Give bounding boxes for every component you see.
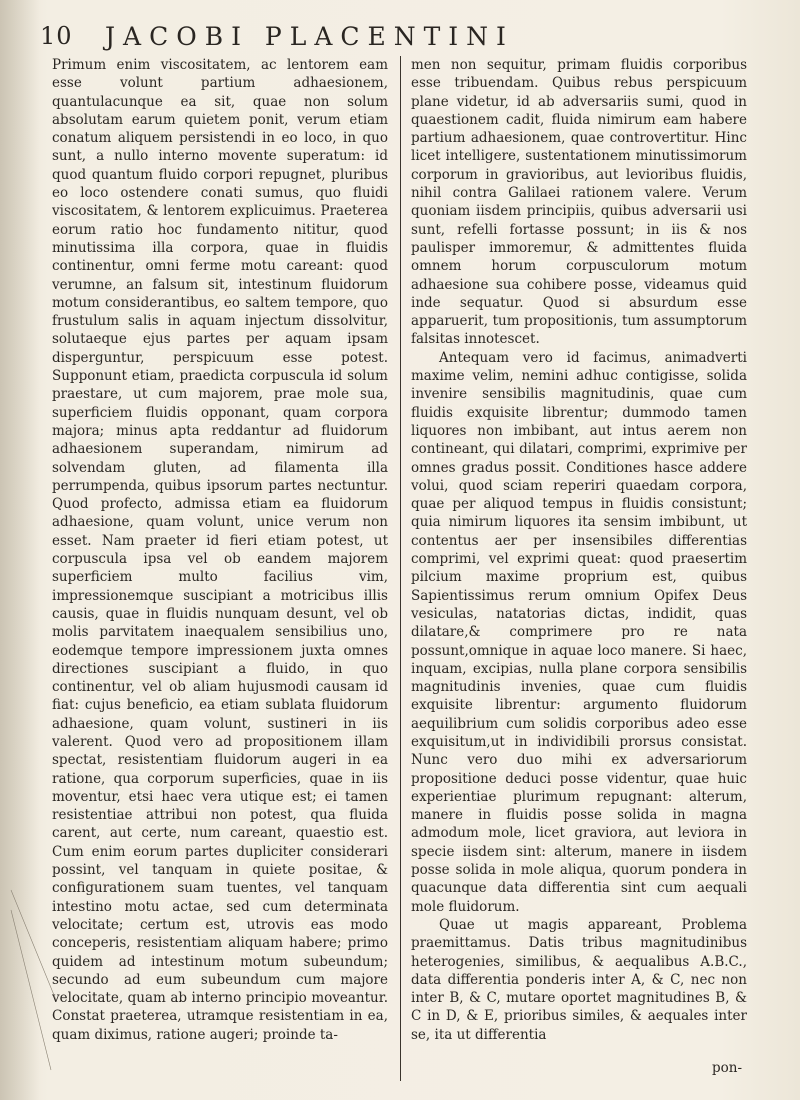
page-number: 10 [40, 22, 73, 50]
left-column-text: Primum enim viscositatem, ac lentorem eam esse volunt partium adhaesionem, quantulacunque ea sit, quae non solum absolutam earum quietem ponit, verum etiam conatum aliquem persistendi in eo loco, in quo sunt, a nullo interno movente superatum: id quod quantum fluido corpori repugnet, pluribus eo loco ostendere conati sumus, quo fluidi viscositatem, & lentorem explicuimus. Praeterea eorum ratio hoc fundamento nititur, quod minutissima illa corpora, quae in fluidis continentur, omni ferme motu careant: quod verumne, an falsum sit, intestinum fluidorum motum considerantibus, eo saltem tempore, quo frustulum salis in aquam injectum dissolvitur, solutaeque ejus partes per aquam ipsam disperguntur, perspicuum esse potest. Supponunt etiam, praedicta corpuscula id solum praestare, ut cum majorem, prae mole sua, superficiem fluidis opponant, quam corpora majora; minus apta reddantur ad fluidorum adhaesionem superandam, nimirum ad solvendam gluten, ad filamenta illa perrumpenda, quibus ipsorum partes nectuntur. Quod profecto, admissa etiam ea fluidorum adhaesione, quam volunt, unice verum non esset. Nam praeter id fieri etiam potest, ut corpuscula ipsa vel ob eandem majorem superficiem multo facilius vim, impressionemque suscipiant a motricibus illis causis, quae in fluidis nunquam desunt, vel ob molis parvitatem inaequalem sensibilius uno, eodemque tempore impressionem juxta omnes directiones suscipiant a fluido, in quo continentur, vel ob aliam hujusmodi causam id fiat: cujus beneficio, ea etiam sublata fluidorum adhaesione, quam volunt, sustineri in iis valerent. Quod vero ad propositionem illam spectat, resistentiam fluidorum augeri in ea ratione, qua corporum superficies, quae in iis moventur, etsi haec vera utique est; ei tamen resistentiae attribui non potest, qua fluida carent, aut certe, num careant, quaestio est. Cum enim eorum partes dupliciter considerari possint, vel tanquam in quiete positae, & configurationem suam tuentes, vel tanquam intestino motu actae, sed cum determinata velocitate; certum est, utrovis eas modo conceperis, resistentiam aliquam habere; primo quidem ad intestinum motum subeundum; secundo ad eum subeundum cum majore velocitate, quam ab interno principio moveantur. Constat praeterea, utramque resistentiam in ea, quam diximus, ratione augeri; proinde ta- [52, 57, 388, 1043]
running-head [20, 22, 780, 52]
catchword: pon- [712, 1060, 743, 1076]
right-paragraph-2: Antequam vero id facimus, animadverti maxime velim, nemini adhuc contigisse, solida invenire sensibilis magnitudinis, quae cum fluidis exquisite librentur; dummodo tamen liquores non imbibant, aut intus aerem non contineant, qui dilatari, comprimi, exprimive per omnes gradus possit. Conditiones hasce addere volui, quod sciam reperiri quaedam corpora, quae per aliquod tempus in fluidis consistunt; quia nimirum liquores ita sensim imbibunt, ut contentus aer per insensibiles differentias comprimi, vel exprimi queat: quod praesertim pilcium maxime proprium est, quibus Sapientissimus rerum omnium Opifex Deus vesiculas, natatorias dictas, indidit, quas dilatare,& comprimere pro re nata possunt,omnique in aquae loco manere. Si haec, inquam, excipias, nulla plane corpora sensibilis magnitudinis invenies, quae cum fluidis exquisite librentur: argumento fluidorum aequilibrium cum solidis corporibus adeo esse exquisitum,ut in individibili prorsus consistat. Nunc vero duo mihi ex adversariorum propositione deduci posse videntur, quae huic experientiae plurimum repugnant: alterum, manere in fluidis posse solida in magna admodum mole, licet graviora, aut leviora in specie iisdem sint: alterum, manere in iisdem posse solida in mole aliqua, quorum pondera in quacunque data differentia sint cum aequali mole fluidorum. [411, 349, 747, 915]
margin-pen-marks [6, 880, 66, 1080]
right-column [411, 56, 747, 1086]
right-paragraph-1: men non sequitur, primam fluidis corporibus esse tribuendam. Quibus rebus perspicuum plane videtur, id ab adversariis sumi, quod in quaestionem cadit, fluida nimirum eam habere partium adhaesionem, quae controvertitur. Hinc licet intelligere, sustentationem minutissimorum corporum in gravioribus, aut levioribus fluidis, nihil contra Galilaei rationem valere. Verum quoniam iisdem principiis, quibus adversarii usi sunt, refelli fortasse possunt; in iis & nos paulisper immoremur, & admittentes fluida omnem horum corpusculorum motum adhaesione sua cohibere posse, videamus quid inde sequatur. Quod si absurdum esse apparuerit, tum propositionis, tum assumptorum falsitas innotescet. [411, 57, 747, 348]
right-paragraph-3: Quae ut magis appareant, Problema praemittamus. Datis tribus magnitudinibus heterogenies, similibus, & aequalibus A.B.C., data differentia ponderis inter A, & C, nec non inter B, & C, mutare oportet magnitudines B, & C in D, & E, prioribus similes, & aequales inter se, ita ut differentia [411, 916, 747, 1043]
running-title: JACOBI PLACENTINI [105, 22, 514, 51]
left-column [52, 56, 388, 1086]
column-rule [400, 56, 401, 1081]
